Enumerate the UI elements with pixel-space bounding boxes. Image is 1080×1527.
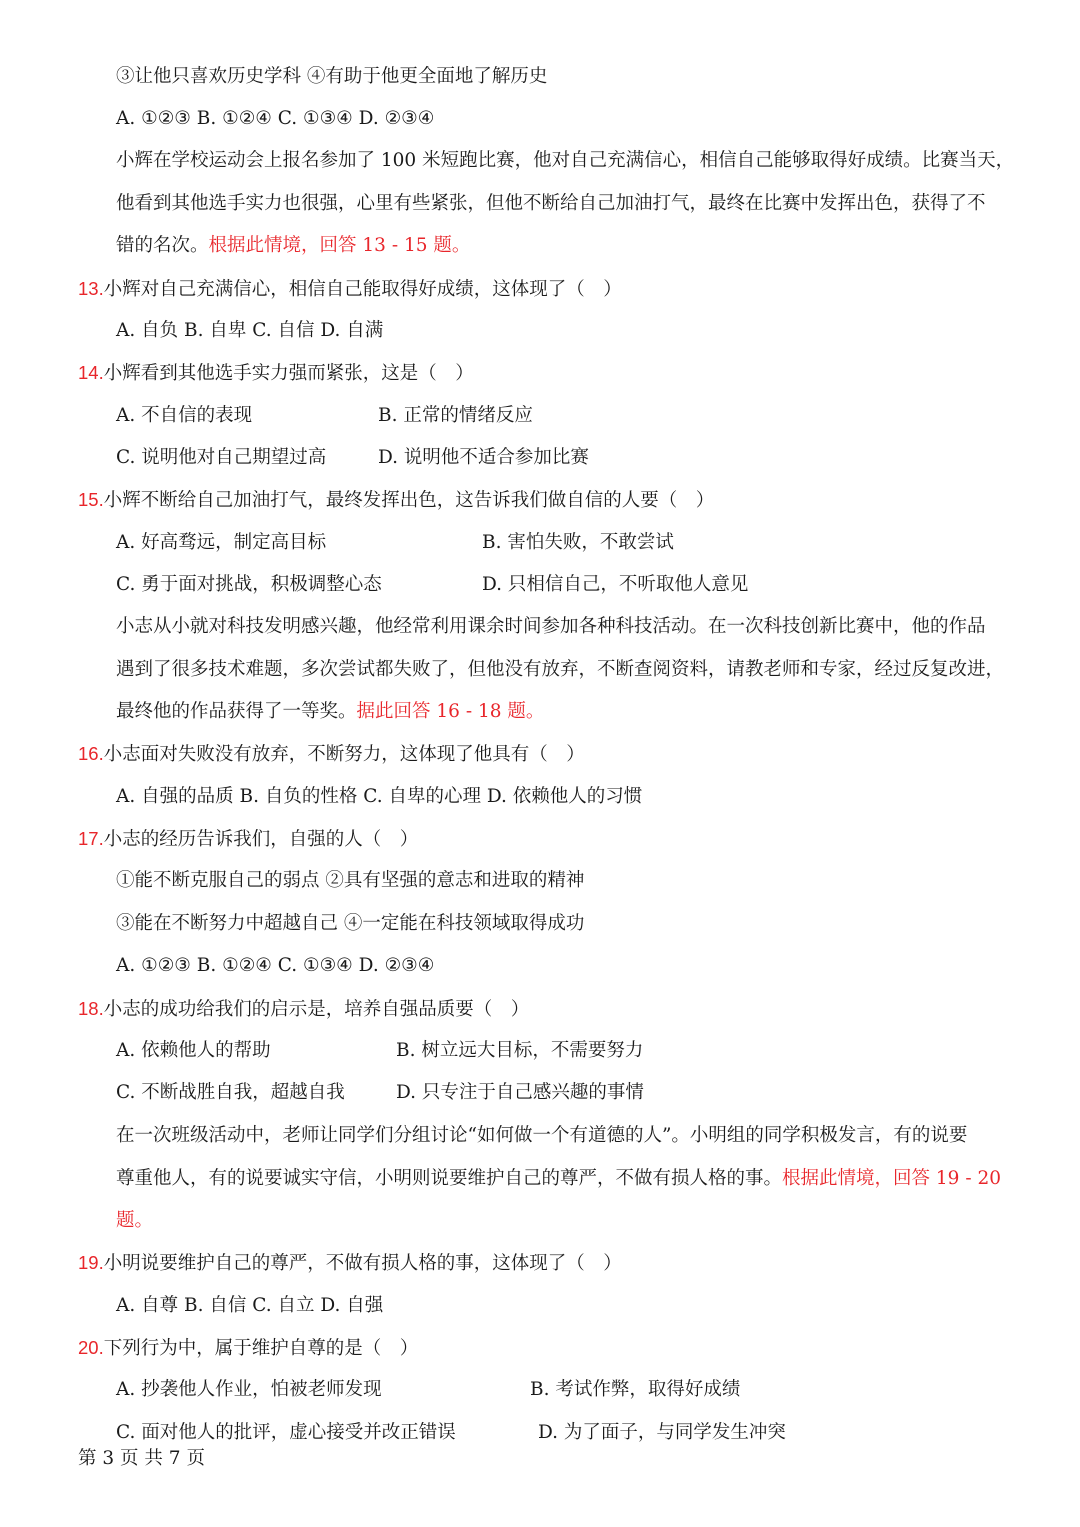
paragraph-text: 小辉在学校运动会上报名参加了 100 米短跑比赛，他对自己充满信心，相信自己能够取得好成绩。比赛当天， [116,150,1015,171]
scenario-paragraph-line [116,697,1010,727]
option-d: D. 只相信自己，不听取他人意见 [482,574,749,595]
answer-options [116,104,1010,134]
question-14-options-row [116,401,1010,431]
paragraph-text: 尊重他人，有的说要诚实守信，小明则说要维护自己的尊严，不做有损人格的事。 [116,1168,783,1189]
statement-options-line [116,62,1010,92]
question-13-options [116,316,1010,346]
statement-text: ③能在不断努力中超越自己 ④一定能在科技领域取得成功 [116,913,585,934]
question-number: 20. [78,1337,104,1358]
question-text: 小志的经历告诉我们，自强的人（ ） [103,829,419,850]
answer-options-text: A. ①②③ B. ①②④ C. ①③④ D. ②③④ [116,108,435,129]
scenario-paragraph-line [116,1121,1010,1151]
question-17 [78,824,1010,854]
statement-text: ③让他只喜欢历史学科 ④有助于他更全面地了解历史 [116,66,548,87]
question-20-options-row [116,1418,1010,1448]
scenario-paragraph-line [116,612,1010,642]
question-number: 18. [78,998,104,1019]
question-text: 小志的成功给我们的启示是，培养自强品质要（ ） [103,999,530,1020]
question-14-options-row [116,443,1010,473]
option-a: A. 抄袭他人作业，怕被老师发现 [116,1379,382,1400]
option-a: A. 好高骛远，制定高目标 [116,532,327,553]
scenario-paragraph-line [116,231,1010,261]
options-text: A. 自强的品质 B. 自负的性格 C. 自卑的心理 D. 依赖他人的习惯 [116,786,643,807]
scenario-paragraph-line [116,146,1015,176]
instruction-text: 据此回答 16 - 18 题。 [356,701,545,722]
options-text: A. 自负 B. 自卑 C. 自信 D. 自满 [116,320,384,341]
question-text: 小辉看到其他选手实力强而紧张，这是（ ） [103,363,474,384]
option-b: B. 正常的情绪反应 [378,405,533,426]
instruction-text: 根据此情境，回答 13 - 15 题。 [208,235,471,256]
question-text: 小明说要维护自己的尊严，不做有损人格的事，这体现了（ ） [103,1253,622,1274]
question-15-options-row [116,570,1010,600]
instruction-text: 根据此情境，回答 19 - 20 [782,1168,1001,1189]
question-number: 15. [78,489,104,510]
question-16-options [116,782,1010,812]
option-d: D. 只专注于自己感兴趣的事情 [396,1082,644,1103]
option-c: C. 说明他对自己期望过高 [116,447,327,468]
option-d: D. 说明他不适合参加比赛 [378,447,589,468]
instruction-text: 题。 [116,1210,154,1231]
question-text: 小志面对失败没有放弃，不断努力，这体现了他具有（ ） [103,744,585,765]
page-number: 第 3 页 共 7 页 [78,1448,205,1469]
question-17-statements [116,866,1010,896]
options-text: A. ①②③ B. ①②④ C. ①③④ D. ②③④ [116,955,435,976]
page-footer [78,1444,205,1474]
question-text: 小辉对自己充满信心，相信自己能取得好成绩，这体现了（ ） [103,279,622,300]
question-17-statements [116,909,1010,939]
question-18 [78,994,1010,1024]
scenario-paragraph-line [116,1164,1010,1194]
question-19-options [116,1291,1010,1321]
question-18-options-row [116,1078,1010,1108]
paragraph-text: 最终他的作品获得了一等奖。 [116,701,357,722]
paragraph-text: 在一次班级活动中，老师让同学们分组讨论“如何做一个有道德的人”。小明组的同学积极发言，有的说要 [116,1125,968,1146]
question-number: 17. [78,828,104,849]
statement-text: ①能不断克服自己的弱点 ②具有坚强的意志和进取的精神 [116,870,585,891]
question-13 [78,274,1010,304]
options-text: A. 自尊 B. 自信 C. 自立 D. 自强 [116,1295,384,1316]
scenario-paragraph-line [116,655,1010,685]
question-text: 下列行为中，属于维护自尊的是（ ） [103,1338,419,1359]
option-a: A. 依赖他人的帮助 [116,1040,271,1061]
scenario-paragraph-line [116,189,1010,219]
option-c: C. 勇于面对挑战，积极调整心态 [116,574,382,595]
question-number: 13. [78,278,104,299]
paragraph-text: 遇到了很多技术难题，多次尝试都失败了，但他没有放弃，不断查阅资料，请教老师和专家，经过反复改进， [116,659,1005,680]
question-20 [78,1333,1010,1363]
option-b: B. 害怕失败，不敢尝试 [482,532,674,553]
question-16 [78,739,1010,769]
paragraph-text: 他看到其他选手实力也很强，心里有些紧张，但他不断给自己加油打气，最终在比赛中发挥出色，获得了不 [116,193,986,214]
question-14 [78,358,1010,388]
option-a: A. 不自信的表现 [116,405,253,426]
question-15 [78,485,1010,515]
question-17-options [116,951,1010,981]
question-text: 小辉不断给自己加油打气，最终发挥出色，这告诉我们做自信的人要（ ） [103,490,715,511]
question-number: 14. [78,362,104,383]
option-d: D. 为了面子，与同学发生冲突 [538,1422,786,1443]
option-c: C. 面对他人的批评，虚心接受并改正错误 [116,1422,456,1443]
option-b: B. 考试作弊，取得好成绩 [530,1379,741,1400]
paragraph-text: 错的名次。 [116,235,209,256]
question-number: 16. [78,743,104,764]
question-18-options-row [116,1036,1010,1066]
option-c: C. 不断战胜自我，超越自我 [116,1082,345,1103]
question-15-options-row [116,528,1010,558]
option-b: B. 树立远大目标，不需要努力 [396,1040,644,1061]
question-20-options-row [116,1375,1010,1405]
scenario-paragraph-line [116,1206,1010,1236]
question-19 [78,1248,1010,1278]
question-number: 19. [78,1252,104,1273]
paragraph-text: 小志从小就对科技发明感兴趣，他经常利用课余时间参加各种科技活动。在一次科技创新比赛中，他的作品 [116,616,986,637]
